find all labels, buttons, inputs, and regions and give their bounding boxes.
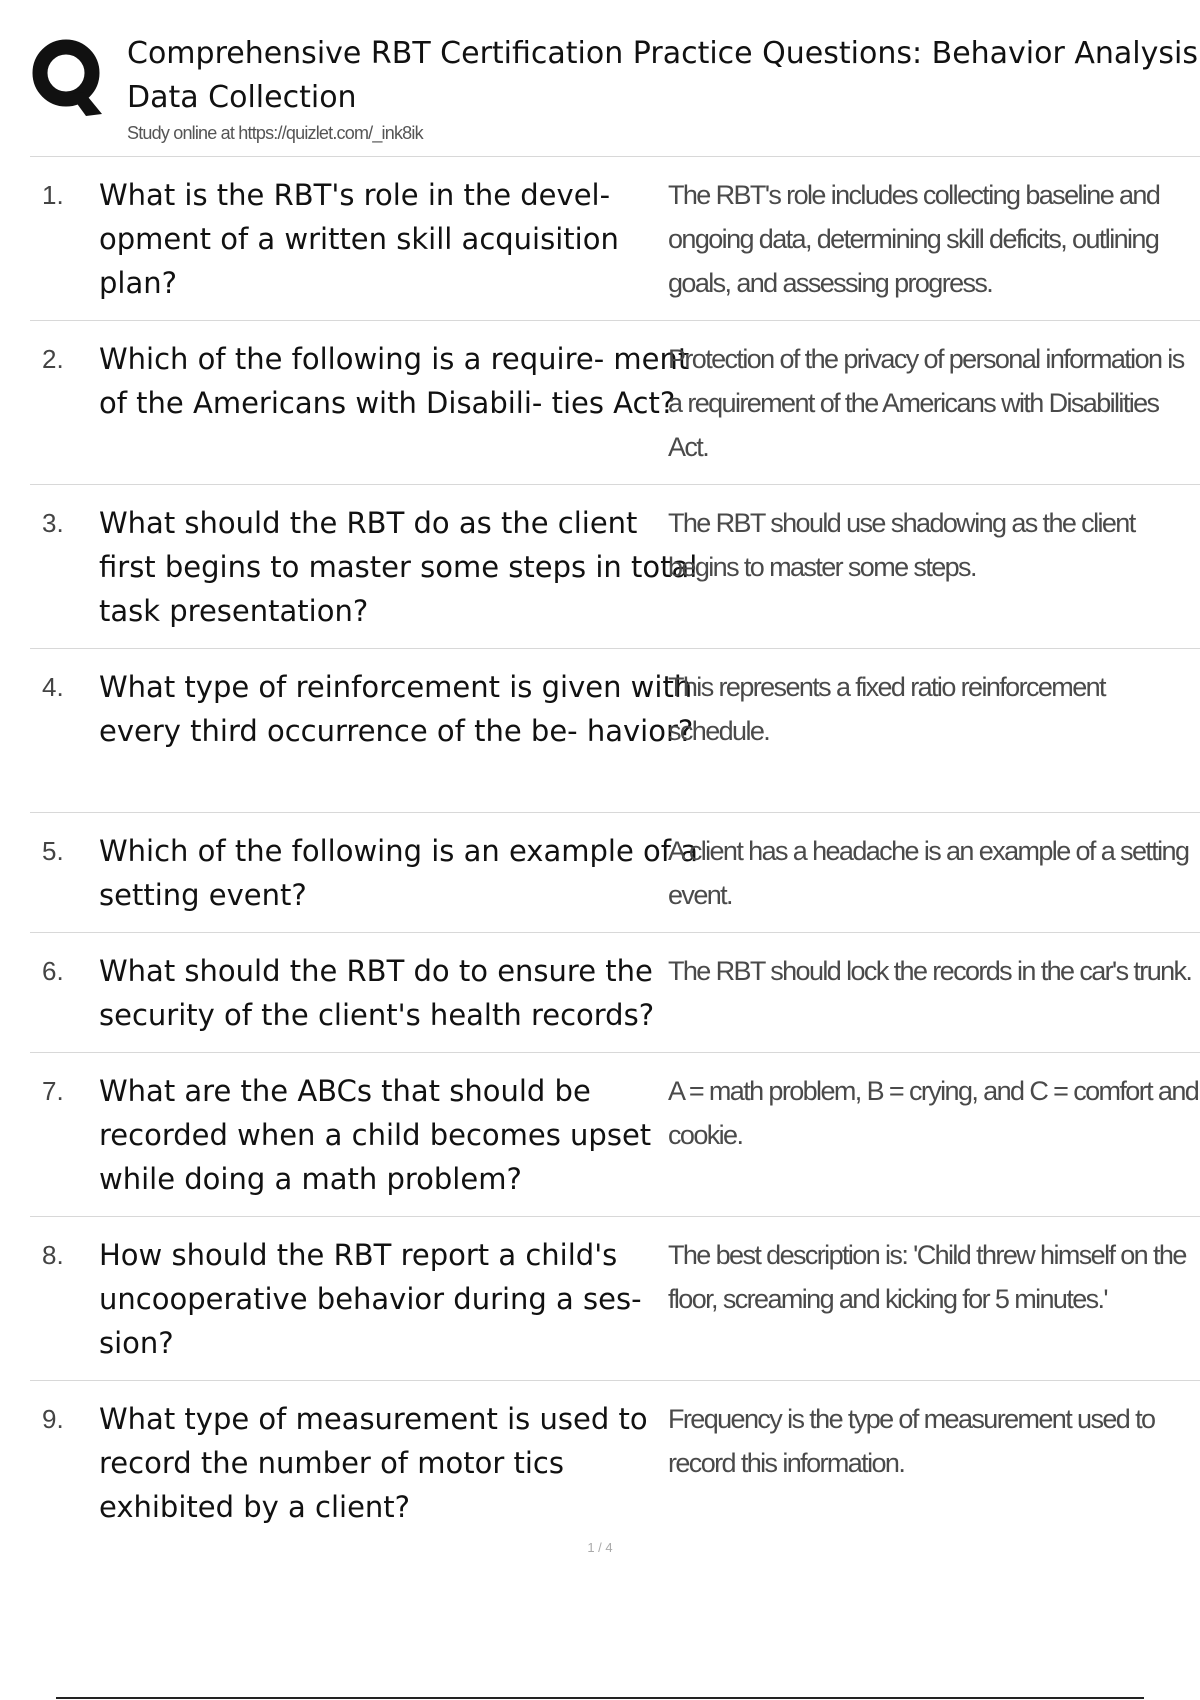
page-number: 1 / 4 <box>587 1540 613 1555</box>
question-text: What type of reinforcement is given with every third occurrence of the be- havior? <box>99 670 694 748</box>
question-row <box>30 157 1200 321</box>
page-bottom-divider <box>56 1697 1144 1699</box>
document-header <box>30 32 1200 157</box>
question-list <box>30 157 1200 1545</box>
question-text: How should the RBT report a child's uncooperative behavior during a ses- sion? <box>99 1238 642 1360</box>
study-online-link[interactable]: Study online at https://quizlet.com/_ink8ik <box>127 123 423 143</box>
question-row <box>30 813 1200 933</box>
answer-text: This represents a fixed ratio reinforcement schedule. <box>668 672 1105 746</box>
question-number: 6. <box>42 956 64 986</box>
question-number: 8. <box>42 1240 64 1270</box>
question-text: What are the ABCs that should be recorded when a child becomes upset while doing a math problem? <box>99 1074 652 1196</box>
answer-text: A = math problem, B = crying, and C = comfort and cookie. <box>668 1076 1199 1150</box>
question-number: 7. <box>42 1076 64 1106</box>
question-text: What should the RBT do as the client first begins to master some steps in total task presentation? <box>99 506 698 628</box>
answer-text: The RBT should lock the records in the car's trunk. <box>668 956 1192 986</box>
question-number: 4. <box>42 672 64 702</box>
question-number: 1. <box>42 180 64 210</box>
question-text: What is the RBT's role in the devel- opment of a written skill acquisition plan? <box>99 178 619 300</box>
answer-text: Frequency is the type of measurement used to record this information. <box>668 1404 1155 1478</box>
question-row <box>30 649 1200 813</box>
question-text: What type of measurement is used to record the number of motor tics exhibited by a client? <box>99 1402 648 1524</box>
quizlet-q-logo-icon <box>30 36 106 116</box>
question-number: 5. <box>42 836 64 866</box>
answer-text: The best description is: 'Child threw himself on the floor, screaming and kicking for 5 minutes.' <box>668 1240 1186 1314</box>
answer-text: A client has a headache is an example of a setting event. <box>668 836 1189 910</box>
question-text: What should the RBT do to ensure the security of the client's health records? <box>99 954 655 1032</box>
document-title: Comprehensive RBT Certification Practice Questions: Behavior Analysis Data Collection <box>127 36 1198 115</box>
question-row <box>30 1053 1200 1217</box>
question-row <box>30 933 1200 1053</box>
question-row <box>30 1217 1200 1381</box>
question-number: 3. <box>42 508 64 538</box>
question-text: Which of the following is an example of a setting event? <box>99 834 698 912</box>
answer-text: The RBT's role includes collecting baseline and ongoing data, determining skill deficits, outlining goals, and assessing progress. <box>668 180 1160 298</box>
question-text: Which of the following is a require- ment of the Americans with Disabili- ties Act? <box>99 342 690 420</box>
question-number: 9. <box>42 1404 64 1434</box>
question-row <box>30 1381 1200 1545</box>
answer-text: Protection of the privacy of personal information is a requirement of the Americans with Disabilities Act. <box>668 344 1184 462</box>
question-number: 2. <box>42 344 64 374</box>
question-row <box>30 321 1200 485</box>
answer-text: The RBT should use shadowing as the client begins to master some steps. <box>668 508 1135 582</box>
question-row <box>30 485 1200 649</box>
